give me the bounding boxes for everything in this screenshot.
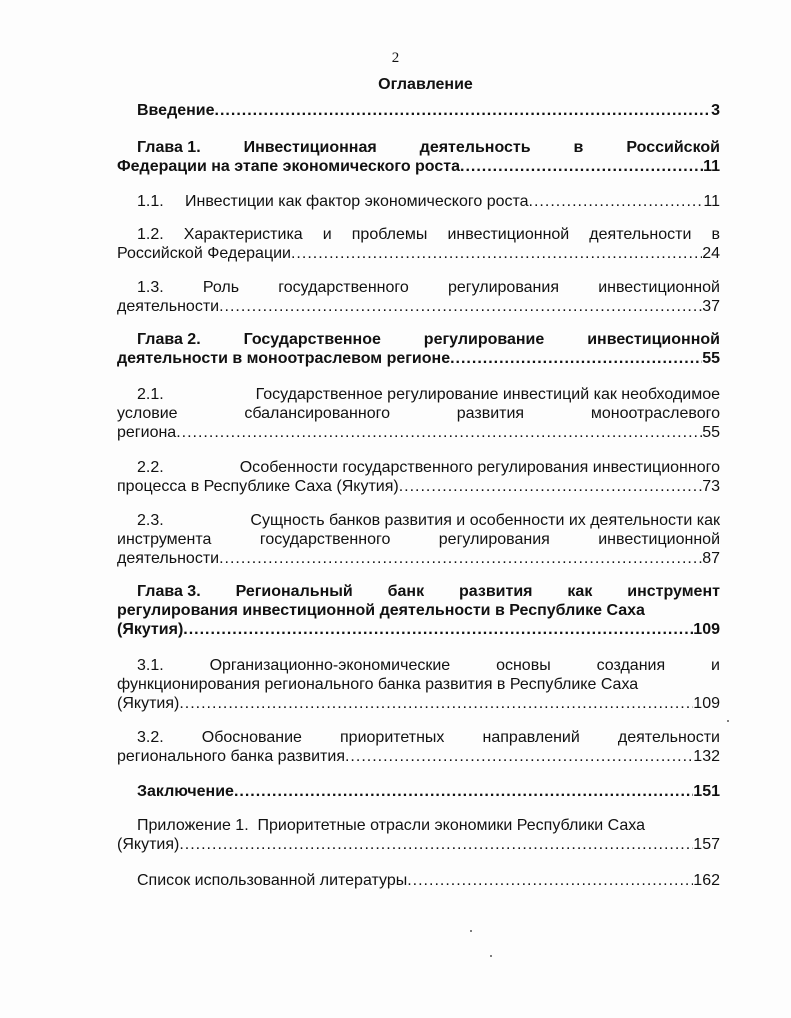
leader-dots	[291, 244, 702, 263]
leader-dots	[176, 423, 702, 442]
toc-word: и	[711, 657, 720, 674]
chapter-number: Глава 3.	[137, 583, 201, 600]
toc-entry-text: (Якутия)	[117, 621, 184, 638]
toc-entry-text: Введение	[137, 102, 215, 119]
toc-word: Российской	[626, 139, 720, 156]
toc-entry-text: Инвестиции как фактор экономического роста	[185, 193, 529, 210]
toc-entry-chapter-3	[117, 582, 720, 639]
toc-title: Оглавление	[378, 76, 473, 93]
toc-word: и	[322, 226, 332, 243]
toc-entry-text: Заключение	[137, 783, 234, 800]
toc-entry-text: Приложение 1. Приоритетные отрасли экономики Республики Саха	[137, 817, 645, 834]
chapter-number: Глава 2.	[137, 331, 201, 348]
leader-dots	[234, 782, 693, 801]
section-number: 2.2.	[137, 459, 164, 476]
toc-page-number: 73	[702, 478, 720, 495]
toc-entry-text: (Якутия)	[117, 836, 180, 853]
section-number: 3.2.	[137, 729, 164, 746]
toc-word: в	[711, 226, 720, 243]
toc-entry-text: Сущность банков развития и особенности их деятельности как	[250, 512, 720, 529]
toc-word: Организационно-экономические	[209, 657, 451, 674]
scan-speck	[470, 930, 472, 932]
page-number: 2	[391, 50, 400, 66]
toc-word: сбалансированного	[244, 405, 390, 422]
toc-word: моноотраслевого	[590, 405, 720, 422]
toc-word: деятельность	[419, 139, 531, 156]
toc-entry-text: Федерации на этапе экономического роста	[117, 158, 460, 175]
toc-entry-text: деятельности	[117, 550, 220, 567]
toc-word: банк	[387, 583, 425, 600]
toc-word: деятельности	[617, 729, 720, 746]
toc-page-number: 37	[702, 298, 720, 315]
toc-page-number: 11	[703, 193, 720, 210]
toc-page-number: 157	[693, 836, 720, 853]
section-number: 2.3.	[137, 512, 164, 529]
leader-dots	[407, 871, 693, 890]
toc-page-number: 109	[693, 695, 720, 712]
toc-entry-section-2-3	[117, 511, 720, 568]
leader-dots	[219, 549, 702, 568]
toc-word: приоритетных	[340, 729, 445, 746]
toc-entry-section-2-2	[117, 458, 720, 496]
toc-entry-section-3-2	[117, 728, 720, 766]
toc-word: Роль	[202, 279, 240, 296]
toc-entry-section-1-2	[117, 225, 720, 263]
toc-word: основы	[496, 657, 551, 674]
toc-word: инструмента	[117, 531, 212, 548]
toc-word: государственного	[278, 279, 409, 296]
toc-entry-section-1-3	[117, 278, 720, 316]
toc-word: развития	[459, 583, 533, 600]
toc-word: проблемы	[351, 226, 428, 243]
toc-entry-introduction	[117, 101, 720, 120]
section-number: 2.1.	[137, 386, 164, 403]
leader-dots	[183, 620, 693, 639]
toc-entry-text: деятельности в моноотраслевом регионе	[117, 350, 451, 367]
toc-word: как	[567, 583, 593, 600]
toc-word: условие	[117, 405, 178, 422]
toc-entry-text: региона	[117, 424, 177, 441]
toc-word: инвестиционной	[598, 531, 720, 548]
scan-speck	[490, 955, 492, 957]
toc-entry-chapter-2	[117, 330, 720, 368]
toc-entry-text: Государственное регулирование инвестиций как необходимое	[255, 386, 720, 403]
toc-entry-text: Список использованной литературы	[137, 872, 408, 889]
toc-page-number: 55	[702, 350, 720, 367]
toc-page-number: 162	[693, 872, 720, 889]
toc-word: Обоснование	[201, 729, 302, 746]
toc-word: государственного	[259, 531, 391, 548]
toc-entry-text: регулирования инвестиционной деятельности в Республике Саха	[117, 602, 645, 619]
toc-entry-text: регионального банка развития	[117, 748, 345, 765]
toc-page-number: 151	[693, 783, 720, 800]
toc-page-number: 55	[702, 424, 720, 441]
toc-word: Характеристика	[183, 226, 303, 243]
leader-dots	[215, 101, 712, 120]
toc-word: регулирования	[438, 531, 550, 548]
leader-dots	[450, 349, 702, 368]
leader-dots	[460, 157, 703, 176]
leader-dots	[179, 694, 693, 713]
toc-entry-text: (Якутия)	[117, 695, 180, 712]
leader-dots	[179, 835, 693, 854]
section-number: 1.2.	[137, 226, 164, 243]
scan-speck	[727, 720, 729, 722]
toc-entry-section-2-1	[117, 385, 720, 442]
toc-entry-text: функционирования регионального банка развития в Республике Саха	[117, 676, 639, 693]
toc-word: инвестиционной	[587, 331, 720, 348]
toc-word: Государственное	[243, 331, 381, 348]
toc-entry-appendix-1	[117, 816, 720, 854]
section-number: 1.3.	[137, 279, 164, 296]
toc-word: инвестиционной	[447, 226, 570, 243]
toc-entry-bibliography	[117, 871, 720, 890]
toc-entry-text: процесса в Республике Саха (Якутия)	[117, 478, 399, 495]
chapter-number: Глава 1.	[137, 139, 201, 156]
toc-word: деятельности	[589, 226, 692, 243]
toc-entry-text: Российской Федерации	[117, 245, 291, 262]
toc-word: создания	[596, 657, 666, 674]
toc-word: Региональный	[235, 583, 353, 600]
toc-entry-section-1-1	[117, 192, 720, 211]
toc-word: регулирования	[447, 279, 559, 296]
toc-word: направлений	[482, 729, 580, 746]
toc-word: инструмент	[627, 583, 720, 600]
toc-word: развития	[456, 405, 525, 422]
leader-dots	[345, 747, 693, 766]
toc-page-number: 87	[702, 550, 720, 567]
toc-page-number: 132	[693, 748, 720, 765]
toc-word: Инвестиционная	[243, 139, 377, 156]
toc-word: в	[573, 139, 584, 156]
toc-page-number: 109	[693, 621, 720, 638]
toc-page-number: 24	[702, 245, 720, 262]
leader-dots	[529, 192, 704, 211]
toc-word: инвестиционной	[598, 279, 720, 296]
toc-entry-chapter-1	[117, 138, 720, 176]
leader-dots	[219, 297, 702, 316]
toc-page-number: 3	[711, 102, 720, 119]
toc-entry-text: деятельности	[117, 298, 220, 315]
toc-page-number: 11	[703, 158, 720, 175]
toc-entry-section-3-1	[117, 656, 720, 713]
toc-entry-conclusion	[117, 782, 720, 801]
section-number: 1.1.	[137, 193, 164, 210]
toc-word: регулирование	[423, 331, 545, 348]
leader-dots	[399, 477, 703, 496]
toc-entry-text: Особенности государственного регулирования инвестиционного	[239, 459, 720, 476]
section-number: 3.1.	[137, 657, 164, 674]
